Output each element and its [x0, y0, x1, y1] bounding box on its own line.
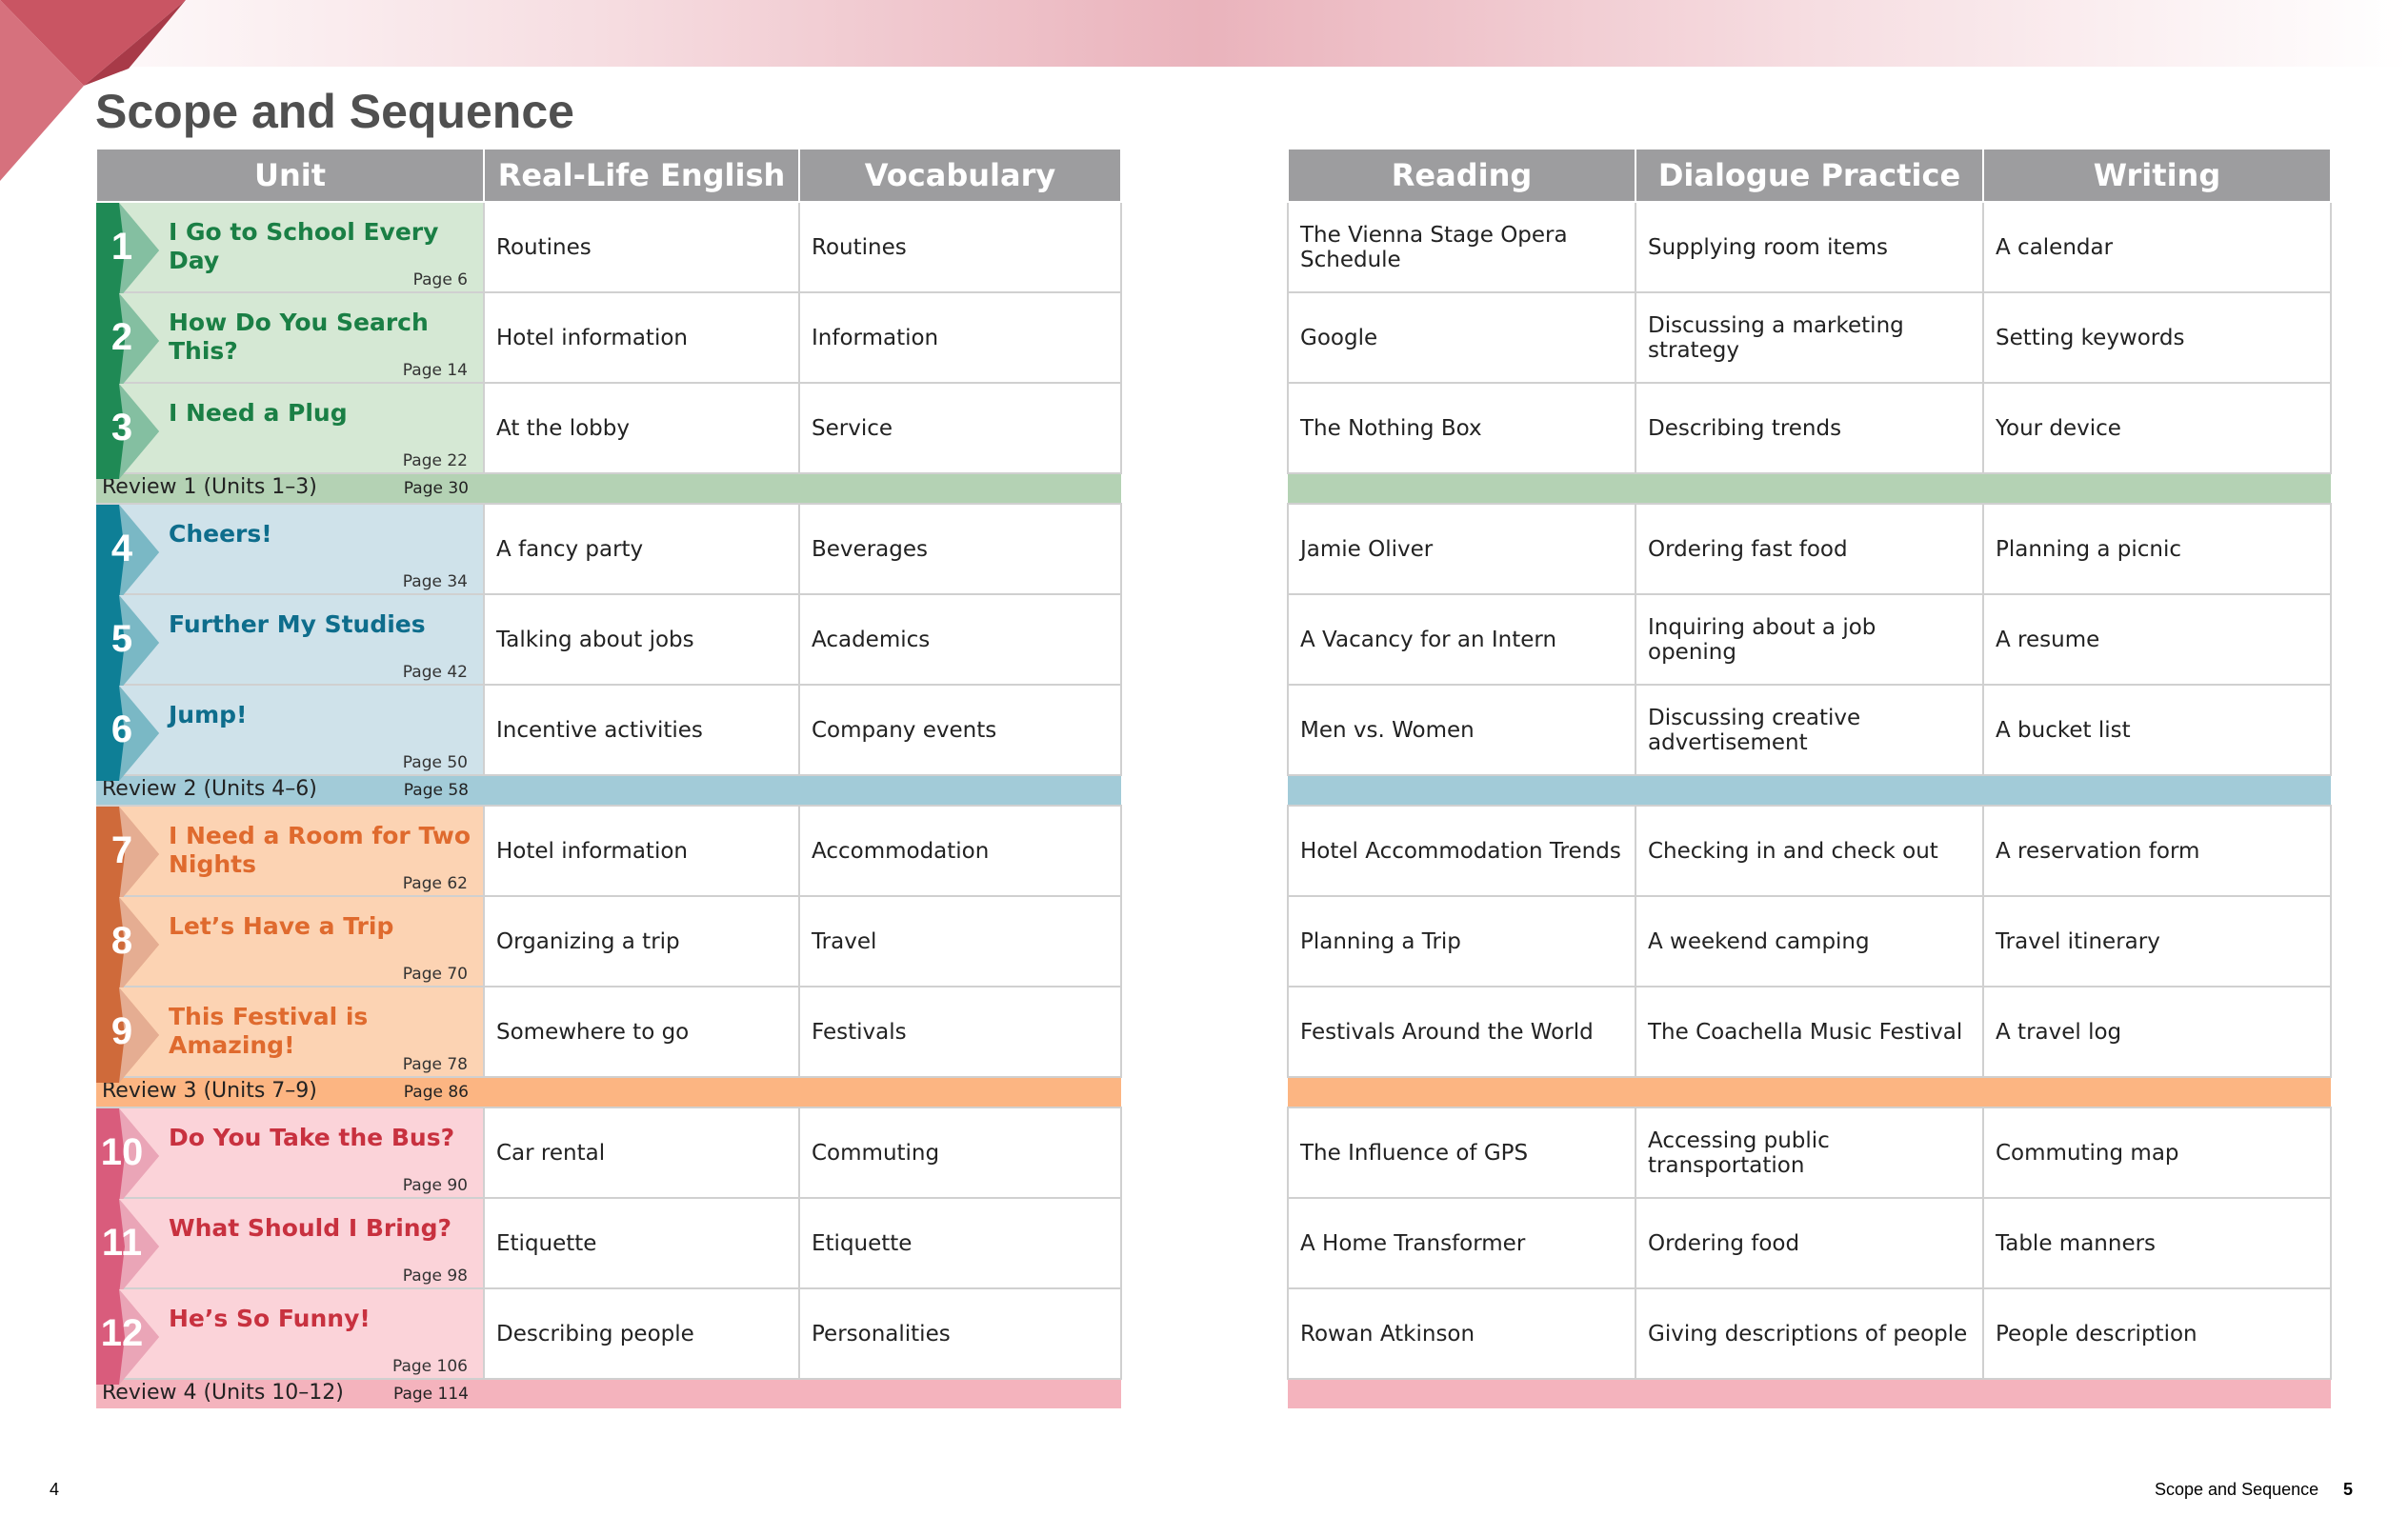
unit-number: 7 — [110, 829, 133, 871]
dialogue-practice-cell: Checking in and check out — [1635, 806, 1983, 896]
unit-page: Page 14 — [402, 361, 468, 380]
dialogue-practice-cell: Describing trends — [1635, 383, 1983, 473]
dialogue-practice-cell: Ordering fast food — [1635, 504, 1983, 594]
unit-row — [1288, 504, 2331, 594]
dialogue-practice-cell: Accessing public transportation — [1635, 1107, 1983, 1198]
real-life-english-cell: Incentive activities — [484, 685, 799, 775]
review-row — [96, 775, 1121, 806]
unit-title[interactable]: I Need a Room for Two Nights — [169, 822, 472, 878]
left-table — [95, 148, 1122, 1408]
unit-number: 10 — [100, 1131, 144, 1173]
unit-row — [96, 202, 1121, 292]
unit-title[interactable]: Further My Studies — [169, 610, 426, 638]
unit-cell — [96, 806, 484, 896]
unit-row — [1288, 1288, 2331, 1379]
unit-cell — [96, 1288, 484, 1379]
unit-title[interactable]: Cheers! — [169, 520, 272, 548]
unit-number: 3 — [110, 407, 133, 449]
unit-number: 2 — [110, 316, 133, 358]
reading-cell: The Vienna Stage Opera Schedule — [1288, 202, 1635, 292]
vocabulary-cell: Information — [799, 292, 1121, 383]
unit-number-badge — [96, 203, 161, 291]
review-bar — [1288, 1077, 2331, 1107]
unit-number-badge — [96, 987, 161, 1076]
dialogue-practice-cell: Inquiring about a job opening — [1635, 594, 1983, 685]
unit-row — [1288, 202, 2331, 292]
real-life-english-cell: Talking about jobs — [484, 594, 799, 685]
right-table — [1287, 148, 2332, 1408]
reading-cell: Men vs. Women — [1288, 685, 1635, 775]
review-page: Page 86 — [403, 1083, 469, 1102]
unit-title[interactable]: He’s So Funny! — [169, 1305, 371, 1332]
real-life-english-cell: Etiquette — [484, 1198, 799, 1288]
unit-page: Page 42 — [402, 663, 468, 682]
unit-title[interactable]: What Should I Bring? — [169, 1214, 452, 1242]
unit-row — [1288, 987, 2331, 1077]
unit-page: Page 70 — [402, 965, 468, 984]
header-unit: Unit — [96, 149, 484, 202]
reading-cell: The Influence of GPS — [1288, 1107, 1635, 1198]
unit-number-badge — [96, 897, 161, 986]
writing-cell: A bucket list — [1983, 685, 2331, 775]
review-bar — [1288, 473, 2331, 504]
real-life-english-cell: Somewhere to go — [484, 987, 799, 1077]
unit-row — [96, 594, 1121, 685]
dialogue-practice-cell: Ordering food — [1635, 1198, 1983, 1288]
real-life-english-cell: Hotel information — [484, 292, 799, 383]
unit-page: Page 106 — [391, 1357, 468, 1376]
unit-row — [1288, 383, 2331, 473]
writing-cell: A resume — [1983, 594, 2331, 685]
reading-cell: The Nothing Box — [1288, 383, 1635, 473]
footer-right-page-number: 5 — [2343, 1480, 2354, 1499]
unit-title[interactable]: Let’s Have a Trip — [169, 912, 394, 940]
dialogue-practice-cell: Giving descriptions of people — [1635, 1288, 1983, 1379]
vocabulary-cell: Beverages — [799, 504, 1121, 594]
reading-cell: Google — [1288, 292, 1635, 383]
left-header-row — [96, 149, 1121, 202]
vocabulary-cell: Commuting — [799, 1107, 1121, 1198]
unit-row — [96, 987, 1121, 1077]
vocabulary-cell: Accommodation — [799, 806, 1121, 896]
right-header-row — [1288, 149, 2331, 202]
unit-row — [96, 292, 1121, 383]
unit-row — [96, 1107, 1121, 1198]
vocabulary-cell: Festivals — [799, 987, 1121, 1077]
unit-row — [1288, 806, 2331, 896]
unit-cell — [96, 292, 484, 383]
dialogue-practice-cell: Discussing a marketing strategy — [1635, 292, 1983, 383]
writing-cell: A travel log — [1983, 987, 2331, 1077]
real-life-english-cell: Routines — [484, 202, 799, 292]
unit-row — [1288, 1107, 2331, 1198]
unit-page: Page 34 — [402, 572, 468, 591]
unit-number-badge — [96, 1289, 161, 1378]
review-page: Page 30 — [403, 479, 469, 498]
unit-page: Page 78 — [402, 1055, 468, 1074]
review-bar — [484, 473, 1121, 504]
unit-cell — [96, 1198, 484, 1288]
header-writing: Writing — [1983, 149, 2331, 202]
unit-number-badge — [96, 505, 161, 593]
unit-number-badge — [96, 293, 161, 382]
review-bar — [484, 1379, 1121, 1408]
page-title: Scope and Sequence — [95, 85, 574, 138]
unit-number: 6 — [110, 708, 133, 750]
writing-cell: Setting keywords — [1983, 292, 2331, 383]
unit-number-badge — [96, 807, 161, 895]
unit-cell — [96, 383, 484, 473]
review-bar — [1288, 1379, 2331, 1408]
dialogue-practice-cell: The Coachella Music Festival — [1635, 987, 1983, 1077]
review-row — [96, 473, 1121, 504]
unit-row — [96, 383, 1121, 473]
real-life-english-cell: A fancy party — [484, 504, 799, 594]
unit-title[interactable]: This Festival is Amazing! — [169, 1003, 369, 1059]
writing-cell: People description — [1983, 1288, 2331, 1379]
unit-row — [1288, 1198, 2331, 1288]
unit-number-badge — [96, 1199, 161, 1287]
writing-cell: Planning a picnic — [1983, 504, 2331, 594]
unit-number: 1 — [110, 226, 133, 268]
unit-row — [1288, 685, 2331, 775]
unit-number: 5 — [110, 618, 133, 660]
review-bar — [1288, 775, 2331, 806]
review-label[interactable]: Review 3 (Units 7–9) — [102, 1079, 317, 1103]
unit-page: Page 98 — [402, 1267, 468, 1286]
unit-number: 12 — [100, 1312, 144, 1354]
unit-page: Page 6 — [412, 270, 468, 289]
writing-cell: Commuting map — [1983, 1107, 2331, 1198]
review-page: Page 58 — [403, 781, 469, 800]
unit-row — [96, 806, 1121, 896]
unit-number-badge — [96, 1108, 161, 1197]
footer-left-page-number: 4 — [50, 1480, 60, 1499]
dialogue-practice-cell: Supplying room items — [1635, 202, 1983, 292]
unit-number-badge — [96, 384, 161, 472]
unit-row — [1288, 292, 2331, 383]
real-life-english-cell: Organizing a trip — [484, 896, 799, 987]
footer-right-text: Scope and Sequence — [2155, 1480, 2319, 1499]
review-row — [1288, 1077, 2331, 1107]
unit-number-badge — [96, 686, 161, 774]
unit-cell — [96, 1107, 484, 1198]
unit-title[interactable]: Jump! — [169, 701, 248, 728]
unit-title[interactable]: How Do You Search This? — [169, 309, 429, 365]
unit-number-badge — [96, 595, 161, 684]
unit-row — [96, 1288, 1121, 1379]
review-row — [1288, 775, 2331, 806]
unit-row — [1288, 896, 2331, 987]
unit-number: 8 — [110, 920, 133, 962]
header-dialogue-practice: Dialogue Practice — [1635, 149, 1983, 202]
vocabulary-cell: Routines — [799, 202, 1121, 292]
reading-cell: Rowan Atkinson — [1288, 1288, 1635, 1379]
review-page: Page 114 — [392, 1385, 469, 1404]
reading-cell: A Vacancy for an Intern — [1288, 594, 1635, 685]
unit-cell — [96, 896, 484, 987]
vocabulary-cell: Service — [799, 383, 1121, 473]
reading-cell: Hotel Accommodation Trends — [1288, 806, 1635, 896]
vocabulary-cell: Academics — [799, 594, 1121, 685]
review-label[interactable]: Review 1 (Units 1–3) — [102, 475, 317, 499]
unit-cell — [96, 594, 484, 685]
reading-cell: Jamie Oliver — [1288, 504, 1635, 594]
writing-cell: A reservation form — [1983, 806, 2331, 896]
writing-cell: Your device — [1983, 383, 2331, 473]
unit-cell — [96, 685, 484, 775]
vocabulary-cell: Company events — [799, 685, 1121, 775]
real-life-english-cell: Car rental — [484, 1107, 799, 1198]
dialogue-practice-cell: Discussing creative advertisement — [1635, 685, 1983, 775]
review-row — [96, 1077, 1121, 1107]
unit-page: Page 90 — [402, 1176, 468, 1195]
reading-cell: Planning a Trip — [1288, 896, 1635, 987]
real-life-english-cell: Describing people — [484, 1288, 799, 1379]
unit-cell — [96, 987, 484, 1077]
unit-row — [96, 504, 1121, 594]
dialogue-practice-cell: A weekend camping — [1635, 896, 1983, 987]
unit-page: Page 50 — [402, 753, 468, 772]
unit-title[interactable]: I Need a Plug — [169, 399, 348, 427]
real-life-english-cell: Hotel information — [484, 806, 799, 896]
header-vocabulary: Vocabulary — [799, 149, 1121, 202]
review-row — [1288, 473, 2331, 504]
writing-cell: A calendar — [1983, 202, 2331, 292]
review-row — [1288, 1379, 2331, 1408]
review-label[interactable]: Review 4 (Units 10–12) — [102, 1381, 344, 1405]
vocabulary-cell: Etiquette — [799, 1198, 1121, 1288]
header-band — [0, 0, 2408, 67]
unit-title[interactable]: I Go to School Every Day — [169, 218, 439, 274]
review-row — [96, 1379, 1121, 1408]
header-real-life-english: Real-Life English — [484, 149, 799, 202]
unit-row — [1288, 594, 2331, 685]
unit-title[interactable]: Do You Take the Bus? — [169, 1124, 455, 1151]
unit-row — [96, 896, 1121, 987]
reading-cell: Festivals Around the World — [1288, 987, 1635, 1077]
vocabulary-cell: Travel — [799, 896, 1121, 987]
review-bar — [484, 775, 1121, 806]
review-bar — [484, 1077, 1121, 1107]
unit-cell — [96, 504, 484, 594]
unit-row — [96, 1198, 1121, 1288]
unit-page: Page 22 — [402, 451, 468, 470]
unit-number: 9 — [110, 1010, 133, 1052]
vocabulary-cell: Personalities — [799, 1288, 1121, 1379]
reading-cell: A Home Transformer — [1288, 1198, 1635, 1288]
writing-cell: Travel itinerary — [1983, 896, 2331, 987]
unit-cell — [96, 202, 484, 292]
writing-cell: Table manners — [1983, 1198, 2331, 1288]
unit-number: 11 — [101, 1222, 143, 1264]
review-label[interactable]: Review 2 (Units 4–6) — [102, 777, 317, 801]
unit-page: Page 62 — [402, 874, 468, 893]
unit-number: 4 — [110, 528, 133, 569]
real-life-english-cell: At the lobby — [484, 383, 799, 473]
header-reading: Reading — [1288, 149, 1635, 202]
unit-row — [96, 685, 1121, 775]
